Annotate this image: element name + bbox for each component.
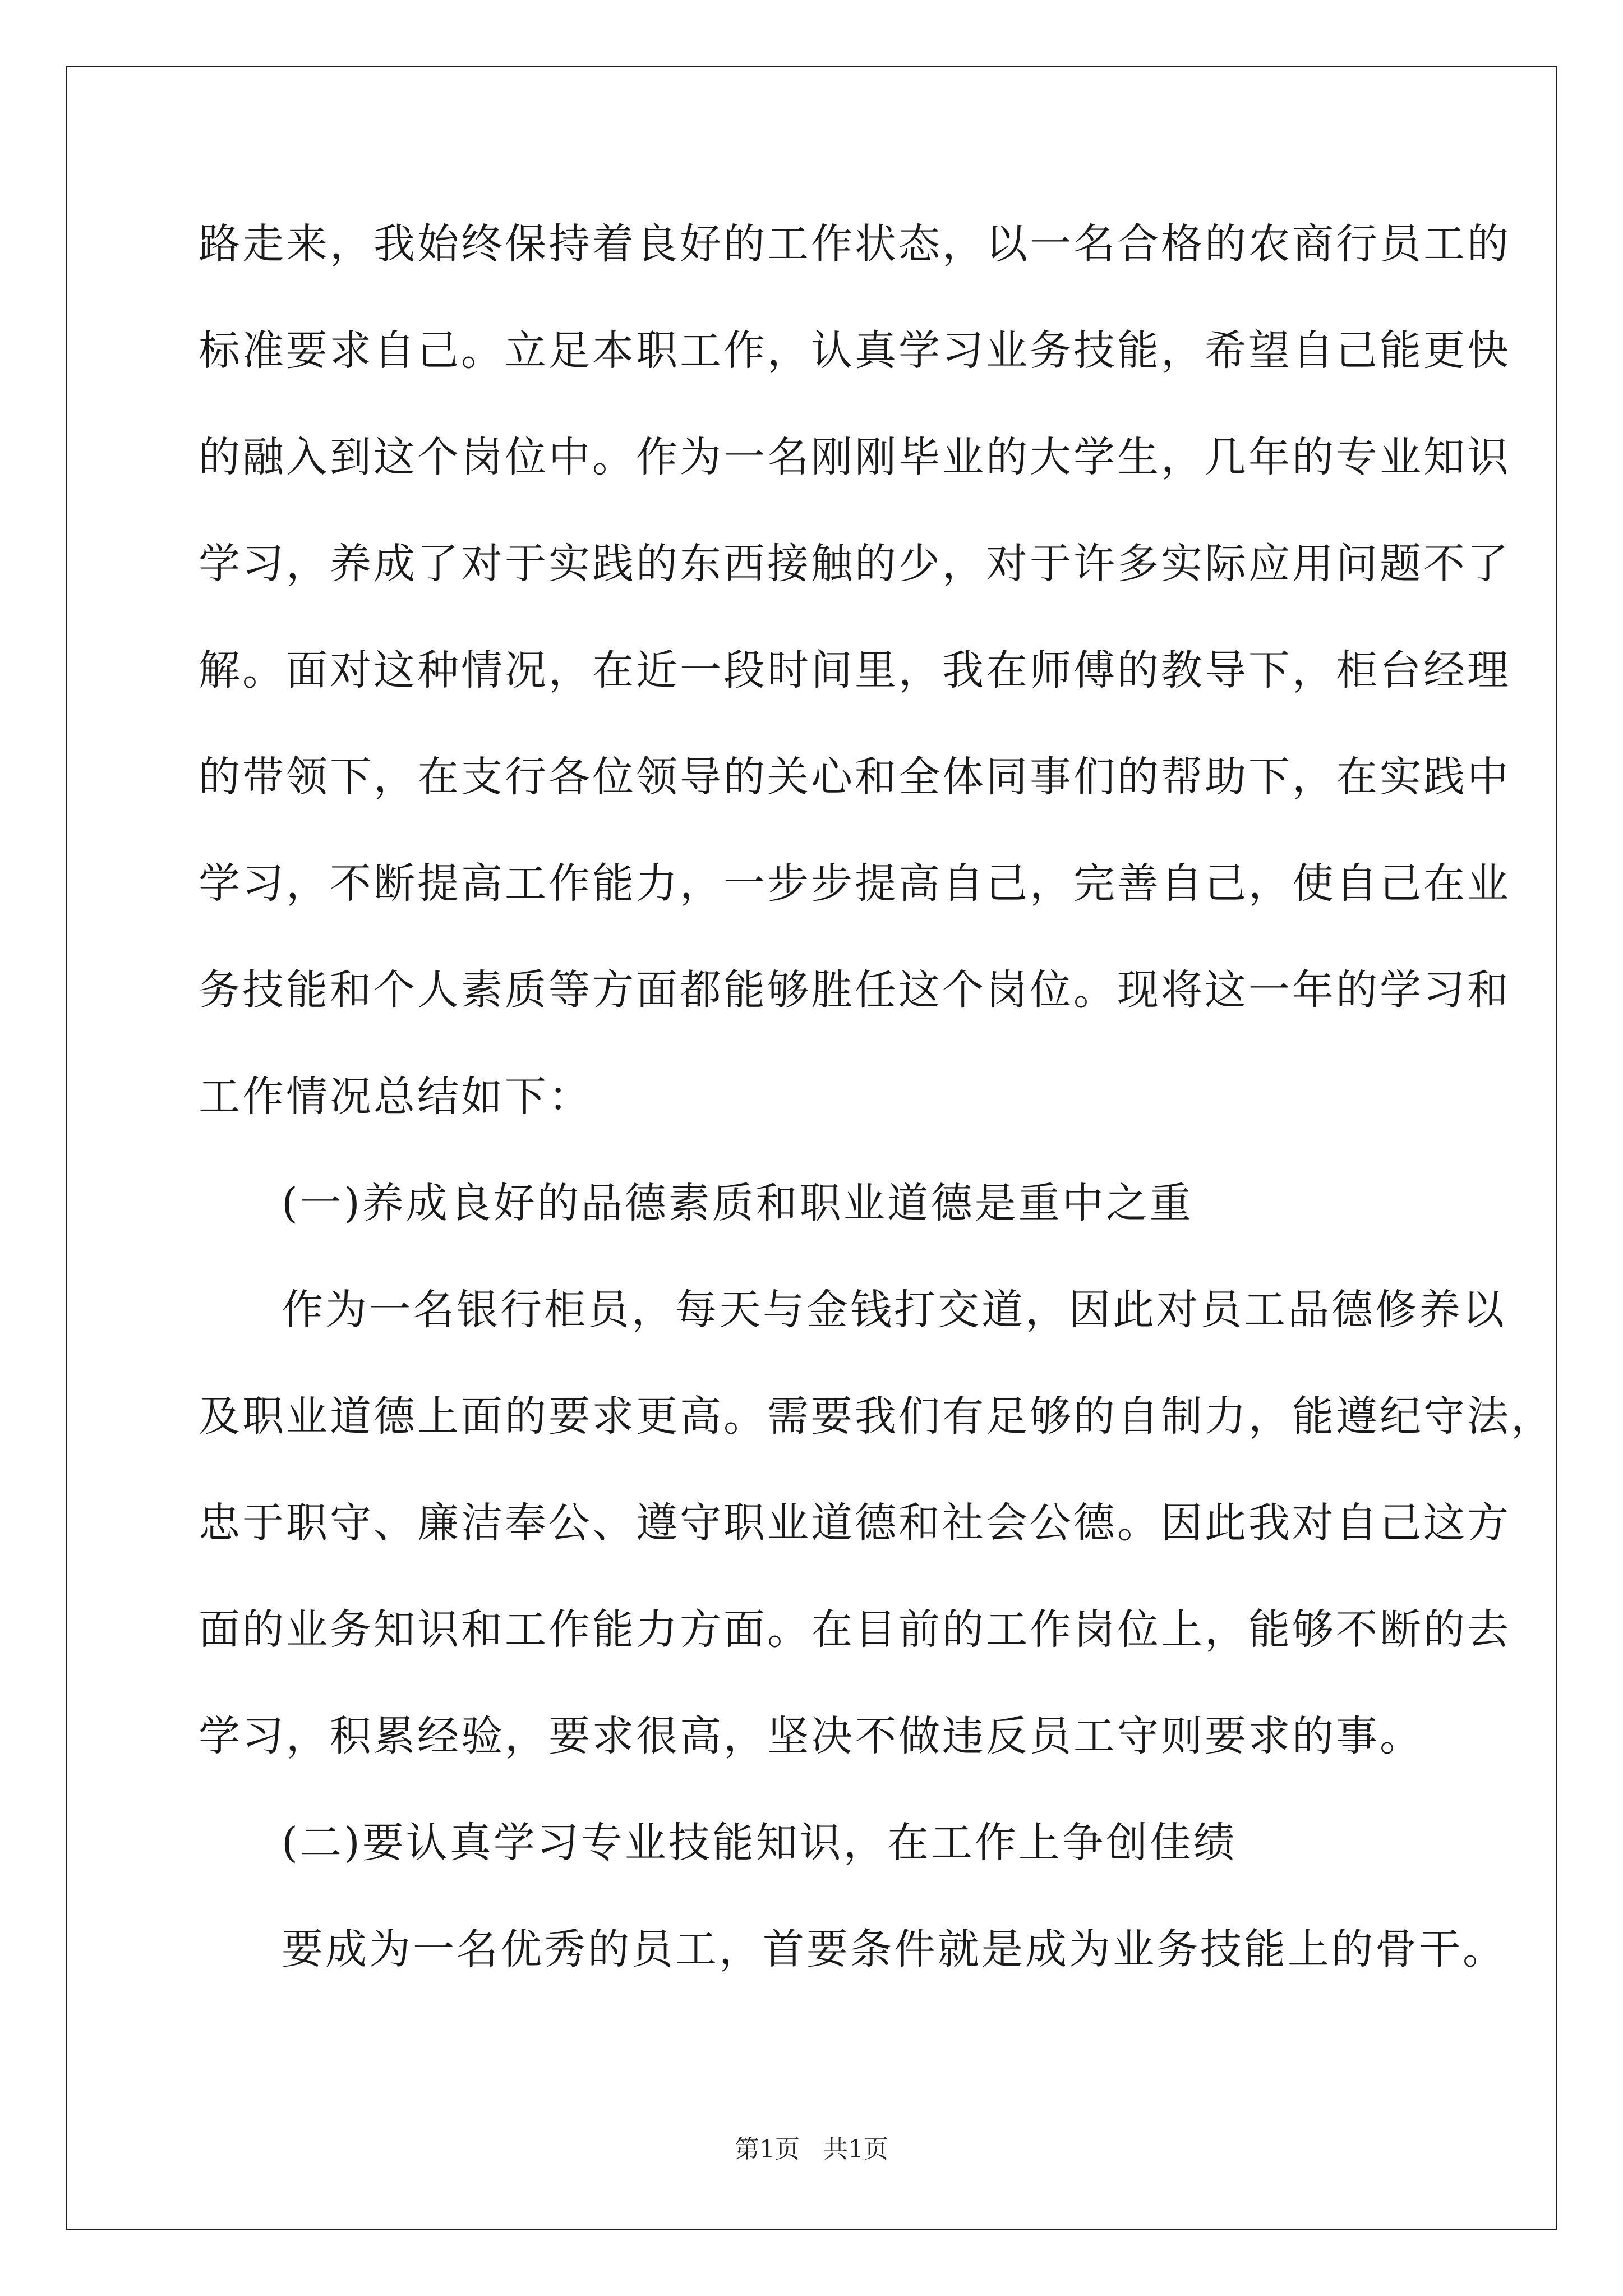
page-footer: 第1页 共1页 — [735, 2135, 888, 2164]
text-line: 学习，不断提高工作能力，一步步提高自己，完善自己，使自己在业 — [199, 859, 1511, 908]
section-heading-1: (一)养成良好的品德素质和职业道德是重中之重 — [282, 1179, 1193, 1227]
text-line: 面的业务知识和工作能力方面。在目前的工作岗位上，能够不断的去 — [199, 1605, 1511, 1654]
paragraph-start: 作为一名银行柜员，每天与金钱打交道，因此对员工品德修养以 — [282, 1286, 1506, 1334]
text-line: 工作情况总结如下： — [199, 1073, 592, 1121]
text-line: 忠于职守、廉洁奉公、遵守职业道德和社会公德。因此我对自己这方 — [199, 1499, 1511, 1547]
text-line: 标准要求自己。立足本职工作，认真学习业务技能，希望自己能更快 — [199, 326, 1511, 375]
text-line: 及职业道德上面的要求更高。需要我们有足够的自制力，能遵纪守法， — [199, 1392, 1555, 1441]
text-line: 学习，养成了对于实践的东西接触的少，对于许多实际应用问题不了 — [199, 540, 1511, 588]
text-line: 学习，积累经验，要求很高，坚决不做违反员工守则要求的事。 — [199, 1712, 1423, 1760]
paragraph-start: 要成为一名优秀的员工，首要条件就是成为业务技能上的骨干。 — [282, 1925, 1506, 1973]
section-heading-2: (二)要认真学习专业技能知识，在工作上争创佳绩 — [282, 1819, 1237, 1867]
text-line: 解。面对这种情况，在近一段时间里，我在师傅的教导下，柜台经理 — [199, 646, 1511, 694]
text-line: 的带领下，在支行各位领导的关心和全体同事们的帮助下，在实践中 — [199, 753, 1511, 801]
text-line: 务技能和个人素质等方面都能够胜任这个岗位。现将这一年的学习和 — [199, 966, 1511, 1014]
document-body — [199, 213, 1555, 2025]
text-line: 的融入到这个岗位中。作为一名刚刚毕业的大学生，几年的专业知识 — [199, 433, 1511, 481]
text-line: 路走来，我始终保持着良好的工作状态，以一名合格的农商行员工的 — [199, 220, 1511, 268]
